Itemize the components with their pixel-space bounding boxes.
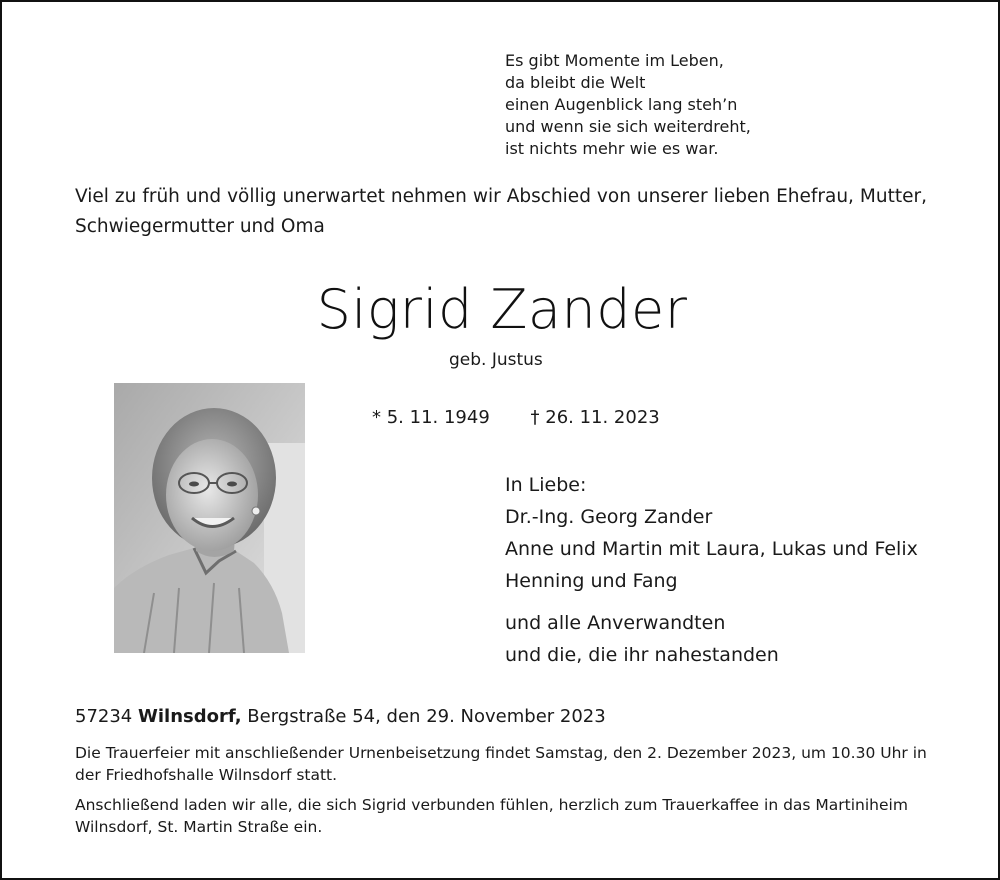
address-date: Bergstraße 54, den 29. November 2023 xyxy=(247,706,606,727)
location-date-line xyxy=(75,703,606,731)
city: Wilnsdorf, xyxy=(138,706,242,727)
portrait-photo xyxy=(114,383,305,653)
postcode: 57234 xyxy=(75,706,133,727)
funeral-notice: Die Trauerfeier mit anschließender Urnenbeisetzung findet Samstag, den 2. Dezember 2023, um 10.30 Uhr in der Friedhofshalle Wilnsdorf statt. xyxy=(75,744,927,784)
mourner-extra: und alle Anverwandten xyxy=(505,612,726,634)
poem-line: ist nichts mehr wie es war. xyxy=(505,139,719,158)
mourners-heading: In Liebe: xyxy=(505,474,587,496)
life-dates xyxy=(372,405,660,431)
birth-date: * 5. 11. 1949 xyxy=(372,407,490,428)
mourner-name: Dr.-Ing. Georg Zander xyxy=(505,506,713,528)
mourners xyxy=(505,469,918,671)
mourner-name: Anne und Martin mit Laura, Lukas und Felix xyxy=(505,538,918,560)
poem-line: Es gibt Momente im Leben, xyxy=(505,51,724,70)
death-date: † 26. 11. 2023 xyxy=(530,407,660,428)
intro-text: Viel zu früh und völlig unerwartet nehmen wir Abschied von unserer lieben Ehefrau, Mutter, Schwiegermutter und Oma xyxy=(75,186,927,237)
deceased-name: Sigrid Zander xyxy=(316,278,688,341)
poem-line: und wenn sie sich weiterdreht, xyxy=(505,117,751,136)
poem-line: da bleibt die Welt xyxy=(505,73,646,92)
portrait-photo-graphic xyxy=(114,383,305,653)
mourner-extra: und die, die ihr nahestanden xyxy=(505,644,779,666)
spacer xyxy=(505,597,918,607)
mourner-name: Henning und Fang xyxy=(505,570,678,592)
reception-notice: Anschließend laden wir alle, die sich Sigrid verbunden fühlen, herzlich zum Trauerkaffee in das Martiniheim Wilnsdorf, St. Martin Straße ein. xyxy=(75,796,908,836)
poem-line: einen Augenblick lang steh’n xyxy=(505,95,738,114)
poem xyxy=(505,50,805,160)
birth-name: geb. Justus xyxy=(449,350,543,370)
